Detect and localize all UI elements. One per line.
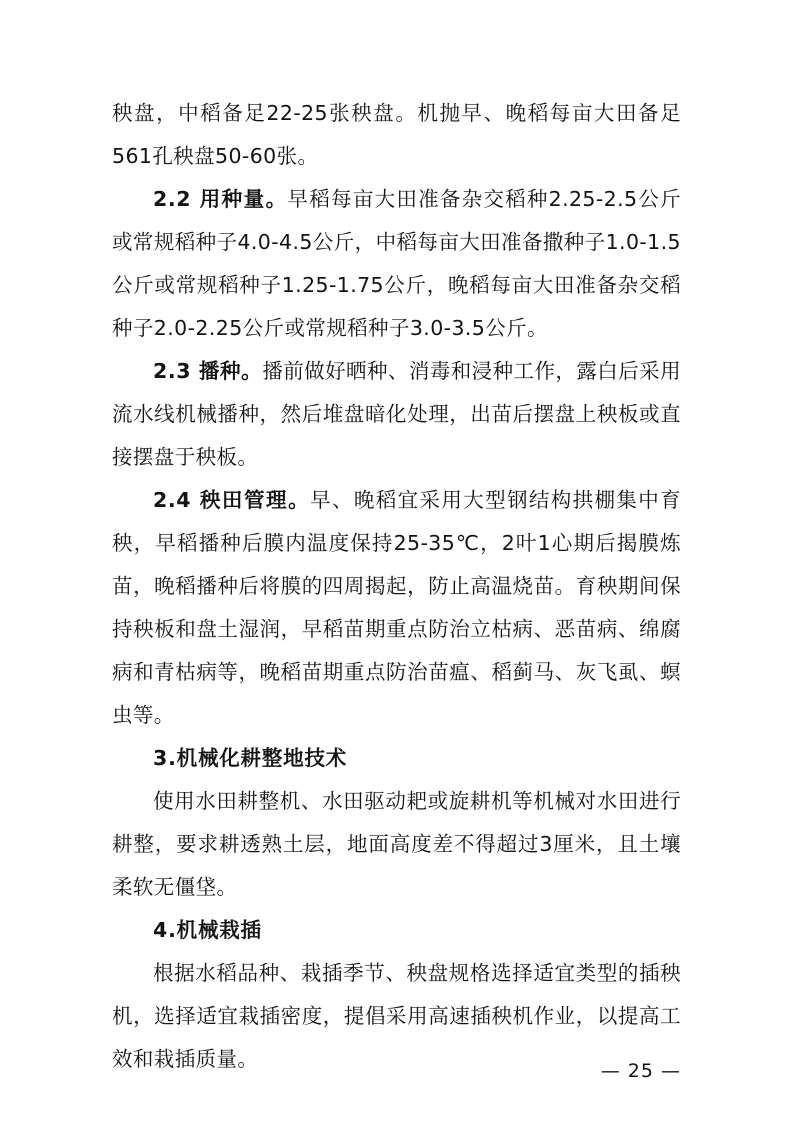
paragraph-text-2-2: 早稻每亩大田准备杂交稻种2.25-2.5公斤或常规稻种子4.0-4.5公斤，中稻每亩大田准备撒种子1.0-1.5公斤或常规稻种子1.25-1.75公斤，晚稻每亩大田准备杂交稻种子2.0-2.25公斤或常规稻种子3.0-3.5公斤。 (112, 187, 681, 340)
paragraph-seedling-management (112, 479, 681, 737)
paragraph-continuation: 秧盘，中稻备足22-25张秧盘。机抛早、晚稻每亩大田备足561孔秧盘50-60张。 (112, 101, 681, 168)
paragraph-transplanting-body: 根据水稻品种、栽插季节、秧盘规格选择适宜类型的插秧机，选择适宜栽插密度，提倡采用高速插秧机作业，以提高工效和栽插质量。 (112, 961, 681, 1071)
paragraph-seed-rate (112, 178, 681, 350)
paragraph-lead-2-3: 2.3 播种。 (153, 359, 263, 383)
heading-3-tillage: 3.机械化耕整地技术 (153, 746, 348, 770)
paragraph-lead-2-4: 2.4 秧田管理。 (153, 488, 311, 512)
paragraph-text-2-4: 早、晚稻宜采用大型钢结构拱棚集中育秧，早稻播种后膜内温度保持25-35℃，2叶1心期后揭膜炼苗，晚稻播种后将膜的四周揭起，防止高温烧苗。育秧期间保持秧板和盘土湿润，早稻苗期重点防治立枯病、恶苗病、绵腐病和青枯病等，晚稻苗期重点防治苗瘟、稻蓟马、灰飞虱、螟虫等。 (112, 488, 681, 727)
page-number: — 25 — (600, 1060, 681, 1082)
paragraph-tillage-body: 使用水田耕整机、水田驱动耙或旋耕机等机械对水田进行耕整，要求耕透熟土层，地面高度差不得超过3厘米，且土壤柔软无僵垡。 (112, 789, 681, 899)
paragraph-sowing (112, 350, 681, 479)
document-body (112, 92, 681, 1081)
paragraph-lead-2-2: 2.2 用种量。 (153, 187, 288, 211)
heading-4-transplanting: 4.机械栽插 (153, 918, 262, 942)
paragraph-text-2-3: 播前做好晒种、消毒和浸种工作，露白后采用流水线机械播种，然后堆盘暗化处理，出苗后摆盘上秧板或直接摆盘于秧板。 (112, 359, 682, 469)
